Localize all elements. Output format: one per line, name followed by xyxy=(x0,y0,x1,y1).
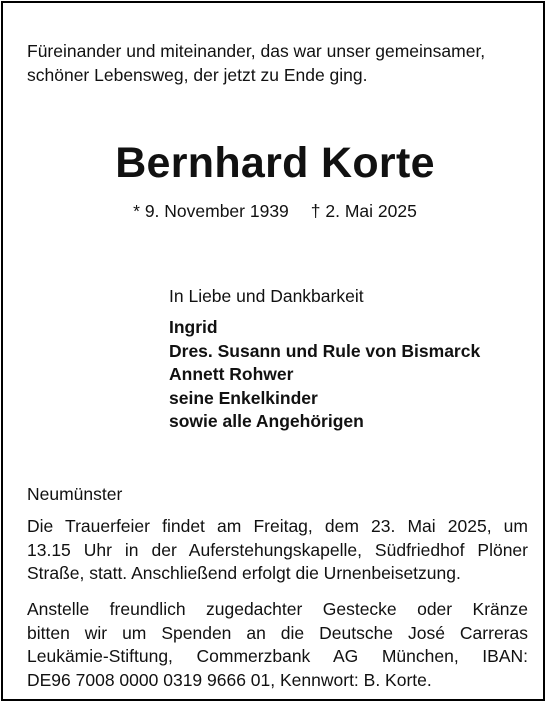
funeral-paragraph xyxy=(27,515,528,586)
donation-line: Leukämie-Stiftung, Commerzbank AG München, IBAN: xyxy=(27,646,528,666)
intro-line: Füreinander und miteinander, das war unser gemeinsamer, xyxy=(27,41,486,61)
funeral-line: Die Trauerfeier findet am Freitag, dem 23. Mai 2025, um xyxy=(27,516,528,536)
mourners-list xyxy=(169,316,480,434)
funeral-line: 13.15 Uhr in der Auferstehungskapelle, Südfriedhof Plöner xyxy=(27,539,528,560)
mourner-name: Ingrid xyxy=(169,317,218,337)
life-dates xyxy=(3,199,547,223)
obituary-frame xyxy=(1,1,545,701)
donation-paragraph xyxy=(27,598,528,692)
place-name: Neumünster xyxy=(27,484,123,504)
intro-line: schöner Lebensweg, der jetzt zu Ende ging. xyxy=(27,65,368,85)
mourner-name: Annett Rohwer xyxy=(169,364,294,384)
intro-text xyxy=(27,39,532,87)
mourner-name: sowie alle Angehörigen xyxy=(169,411,364,431)
donation-line: Anstelle freundlich zugedachter Gestecke oder Kränze xyxy=(27,599,528,619)
thanks-line: In Liebe und Dankbarkeit xyxy=(169,286,364,306)
mourner-name: Dres. Susann und Rule von Bismarck xyxy=(169,340,481,361)
deceased-name: Bernhard Korte xyxy=(115,139,435,187)
donation-line: bitten wir um Spenden an die Deutsche José Carreras xyxy=(27,622,528,643)
death-date: † 2. Mai 2025 xyxy=(310,201,417,221)
donation-line: DE96 7008 0000 0319 9666 01, Kennwort: B. Korte. xyxy=(27,669,432,690)
mourner-name: seine Enkelkinder xyxy=(169,387,318,408)
birth-date: * 9. November 1939 xyxy=(133,201,289,221)
funeral-line: Straße, statt. Anschließend erfolgt die Urnenbeisetzung. xyxy=(27,563,461,583)
